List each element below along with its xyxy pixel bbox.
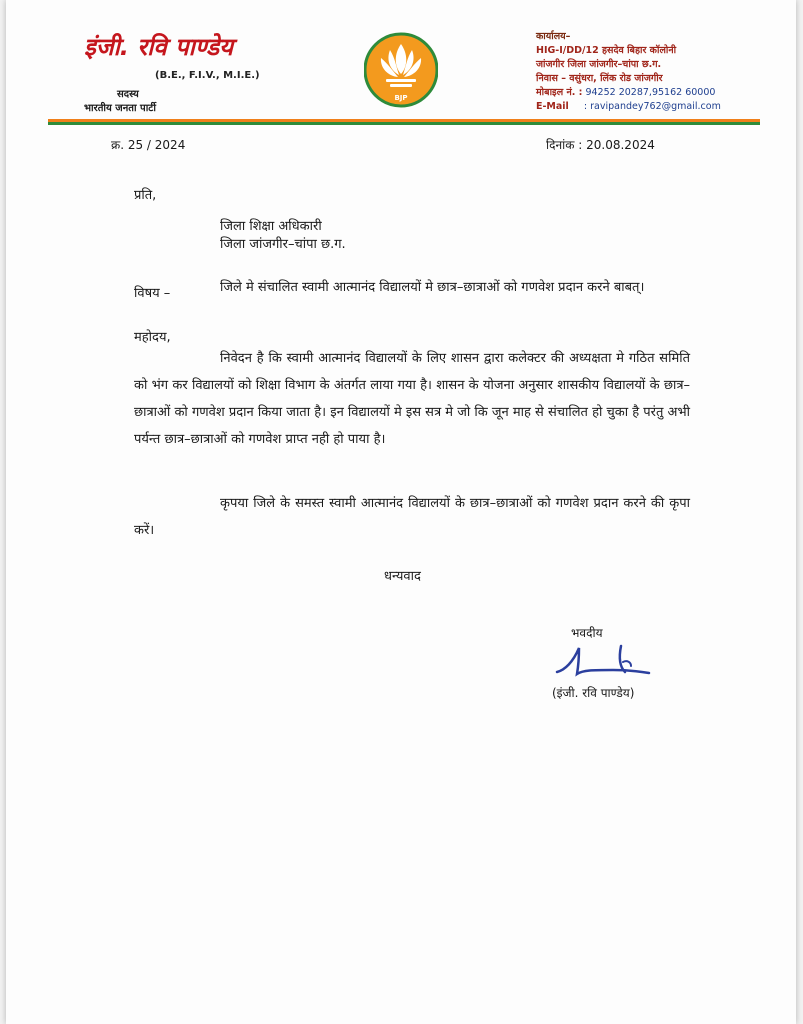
subject-label: विषय – — [134, 286, 171, 301]
signer-name: (इंजी. रवि पाण्डेय) — [552, 686, 635, 700]
salutation: महोदय, — [134, 330, 171, 345]
subject-text: जिले मे संचालित स्वामी आत्मानंद विद्यालयों मे छात्र–छात्राओं को गणवेश प्रदान करने बाबत्। — [220, 280, 645, 295]
body-paragraph-2: कृपया जिले के समस्त स्वामी आत्मानंद विद्यालयों के छात्र–छात्राओं को गणवेश प्रदान करने की कृपा करें। — [134, 496, 690, 538]
letterhead-member-label: सदस्य — [117, 89, 139, 100]
letterhead-party: भारतीय जनता पार्टी — [84, 103, 156, 114]
recipient-line2: जिला जांजगीर–चांपा छ.ग. — [220, 237, 346, 252]
signature-image — [553, 640, 653, 680]
email-label: E-Mail — [536, 101, 569, 112]
email-address: : ravipandey762@gmail.com — [583, 101, 721, 112]
header-rule-green — [48, 122, 760, 125]
closing-text: भवदीय — [571, 626, 603, 640]
office-address-line1: HIG-I/DD/12 हसदेव बिहार कॉलोनी — [536, 45, 677, 56]
thanks-text: धन्यवाद — [384, 569, 421, 584]
logo-text: BJP — [394, 94, 408, 102]
mobile-number: 94252 20287,95162 60000 — [585, 87, 716, 98]
office-label: कार्यालय– — [536, 31, 571, 42]
to-label: प्रति, — [134, 188, 157, 203]
recipient-line1: जिला शिक्षा अधिकारी — [220, 219, 322, 234]
bjp-lotus-logo — [364, 30, 438, 110]
residence-address: निवास – वसुंधरा, लिंक रोड जांजगीर — [536, 73, 663, 84]
letter-date: दिनांक : 20.08.2024 — [546, 138, 655, 152]
office-address-block — [536, 30, 721, 114]
mobile-label: मोबाइल नं. : — [536, 87, 583, 98]
letterhead-name: इंजी. रवि पाण्डेय — [84, 33, 234, 61]
letterhead-degrees: (B.E., F.I.V., M.I.E.) — [155, 70, 260, 81]
office-address-line2: जांजगीर जिला जांजगीर–चांपा छ.ग. — [536, 59, 662, 70]
reference-number: क्र. 25 / 2024 — [111, 138, 186, 152]
letter-page — [6, 0, 796, 1024]
body-paragraph-1: निवेदन है कि स्वामी आत्मानंद विद्यालयों के लिए शासन द्वारा कलेक्टर की अध्यक्षता मे गठित समिति को भंग कर विद्यालयों को शिक्षा विभाग के अंतर्गत लाया गया है। शासन के योजना अनुसार शासकीय विद्यालयों के छात्र–छात्राओं को गणवेश प्रदान किया जाता है। इन विद्यालयों मे इस सत्र मे जो कि जून माह से संचालित हो चुका है परंतु अभी पर्यन्त छात्र–छात्राओं को गणवेश प्राप्त नही हो पाया है। — [134, 351, 690, 447]
